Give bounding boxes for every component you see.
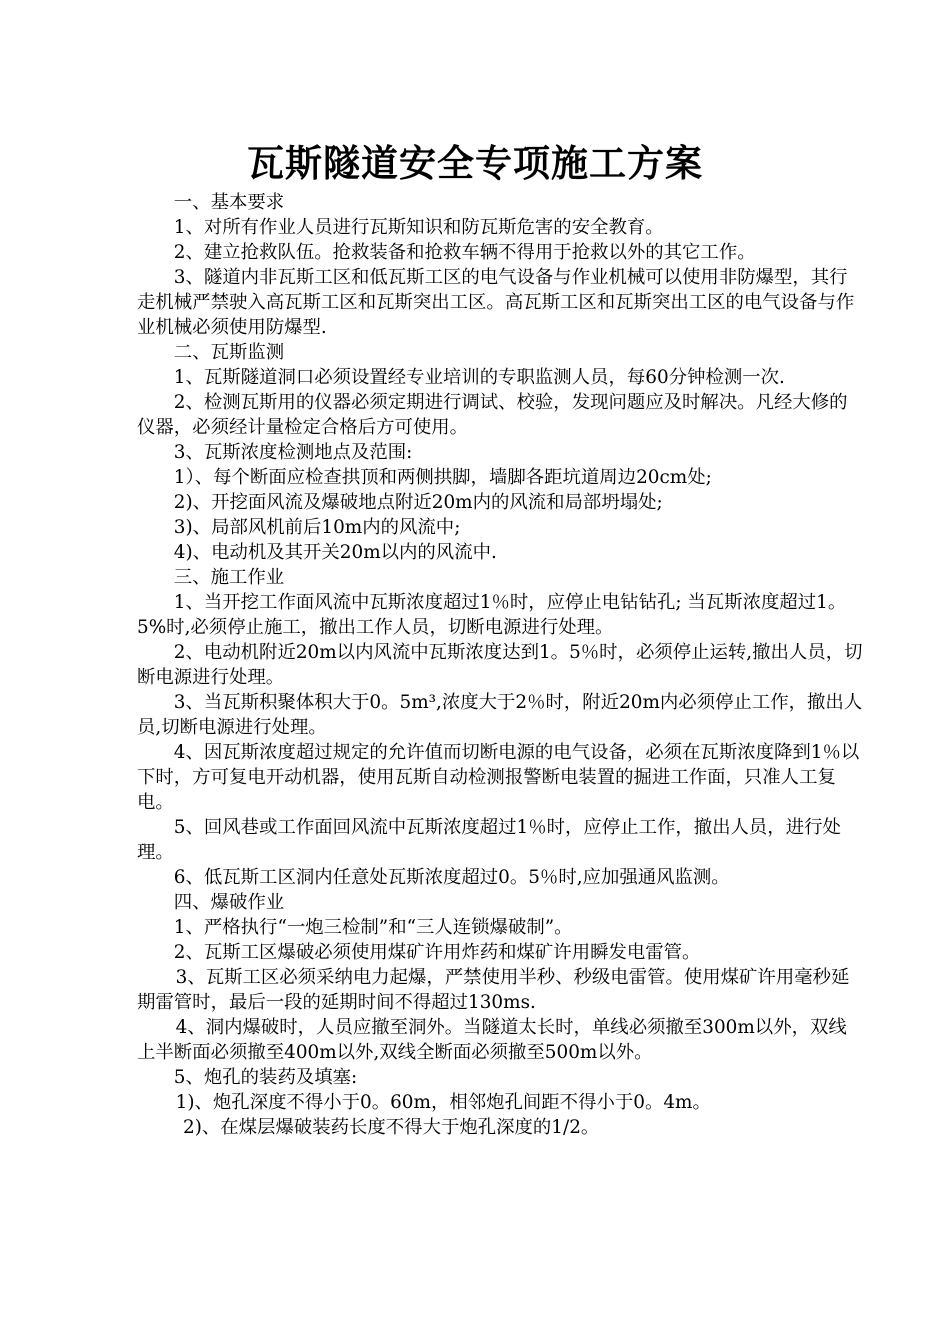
paragraph: 2、建立抢救队伍。抢救装备和抢救车辆不得用于抢救以外的其它工作。 [173, 242, 756, 263]
paragraph: 2、瓦斯工区爆破必须使用煤矿许用炸药和煤矿许用瞬发电雷管。 [173, 942, 701, 963]
paragraph: 2、电动机附近20m以内风流中瓦斯浓度达到1。5％时，必须停止运转,撤出人员，切断电源进行处理。 [137, 642, 863, 688]
list-item: 2)、在煤层爆破装药长度不得大于炮孔深度的1/2。 [183, 1117, 600, 1138]
paragraph: 4、因瓦斯浓度超过规定的允许值而切断电源的电气设备，必须在瓦斯浓度降到1％以下时，方可复电开动机器，使用瓦斯自动检测报警断电装置的掘进工作面，只准人工复电。 [137, 742, 860, 813]
document-body [137, 190, 865, 1140]
document-title: 瓦斯隧道安全专项施工方案 [247, 141, 703, 185]
list-item: 1)、炮孔深度不得小于0。60m，相邻炮孔间距不得小于0。4m。 [175, 1092, 711, 1113]
paragraph: 2、检测瓦斯用的仪器必须定期进行调试、校验，发现问题应及时解决。凡经大修的仪器，必须经计量检定合格后方可使用。 [137, 392, 848, 438]
paragraph: 3、当瓦斯积聚体积大于0。5m³,浓度大于2％时，附近20m内必须停止工作，撤出人员,切断电源进行处理。 [137, 692, 863, 738]
paragraph: 1、对所有作业人员进行瓦斯知识和防瓦斯危害的安全教育。 [173, 217, 664, 238]
paragraph: 6、低瓦斯工区洞内任意处瓦斯浓度超过0。5％时,应加强通风监测。 [173, 867, 730, 888]
paragraph: 4、洞内爆破时，人员应撤至洞外。当隧道太长时，单线必须撤至300m以外，双线上半断面必须撤至400m以外,双线全断面必须撤至500m以外。 [137, 1017, 847, 1063]
paragraph: 1、当开挖工作面风流中瓦斯浓度超过1％时，应停止电钻钻孔; 当瓦斯浓度超过1。5%时,必须停止施工，撤出工作人员，切断电源进行处理。 [137, 592, 847, 638]
section-heading-gas-monitoring: 二、瓦斯监测 [173, 342, 285, 363]
section-heading-construction-work: 三、施工作业 [173, 567, 285, 588]
list-item: 4)、电动机及其开关20m以内的风流中. [173, 542, 497, 563]
paragraph: 5、回风巷或工作面回风流中瓦斯浓度超过1％时，应停止工作，撤出人员，进行处理。 [137, 817, 841, 863]
paragraph: 1、严格执行“一炮三检制”和“三人连锁爆破制”。 [173, 917, 573, 938]
paragraph: 3、瓦斯浓度检测地点及范围: [173, 442, 413, 463]
section-heading-blasting-work: 四、爆破作业 [173, 892, 285, 913]
section-heading-basic-requirements: 一、基本要求 [173, 192, 285, 213]
list-item: 1）、每个断面应检查拱顶和两侧拱脚，墙脚各距坑道周边20cm处; [173, 467, 712, 488]
list-item: 3)、局部风机前后10m内的风流中; [173, 517, 461, 538]
list-item: 2)、开挖面风流及爆破地点附近20m内的风流和局部坍塌处; [173, 492, 663, 513]
paragraph: 1、瓦斯隧道洞口必须设置经专业培训的专职监测人员，每60分钟检测一次. [173, 367, 785, 388]
paragraph: 3、瓦斯工区必须采纳电力起爆，严禁使用半秒、秒级电雷管。使用煤矿许用毫秒延期雷管时，最后一段的延期时间不得超过130ms. [137, 967, 850, 1013]
paragraph: 5、炮孔的装药及填塞: [173, 1067, 358, 1088]
paragraph: 3、隧道内非瓦斯工区和低瓦斯工区的电气设备与作业机械可以使用非防爆型，其行走机械严禁驶入高瓦斯工区和瓦斯突出工区。高瓦斯工区和瓦斯突出工区的电气设备与作业机械必须使用防爆型. [137, 267, 855, 338]
